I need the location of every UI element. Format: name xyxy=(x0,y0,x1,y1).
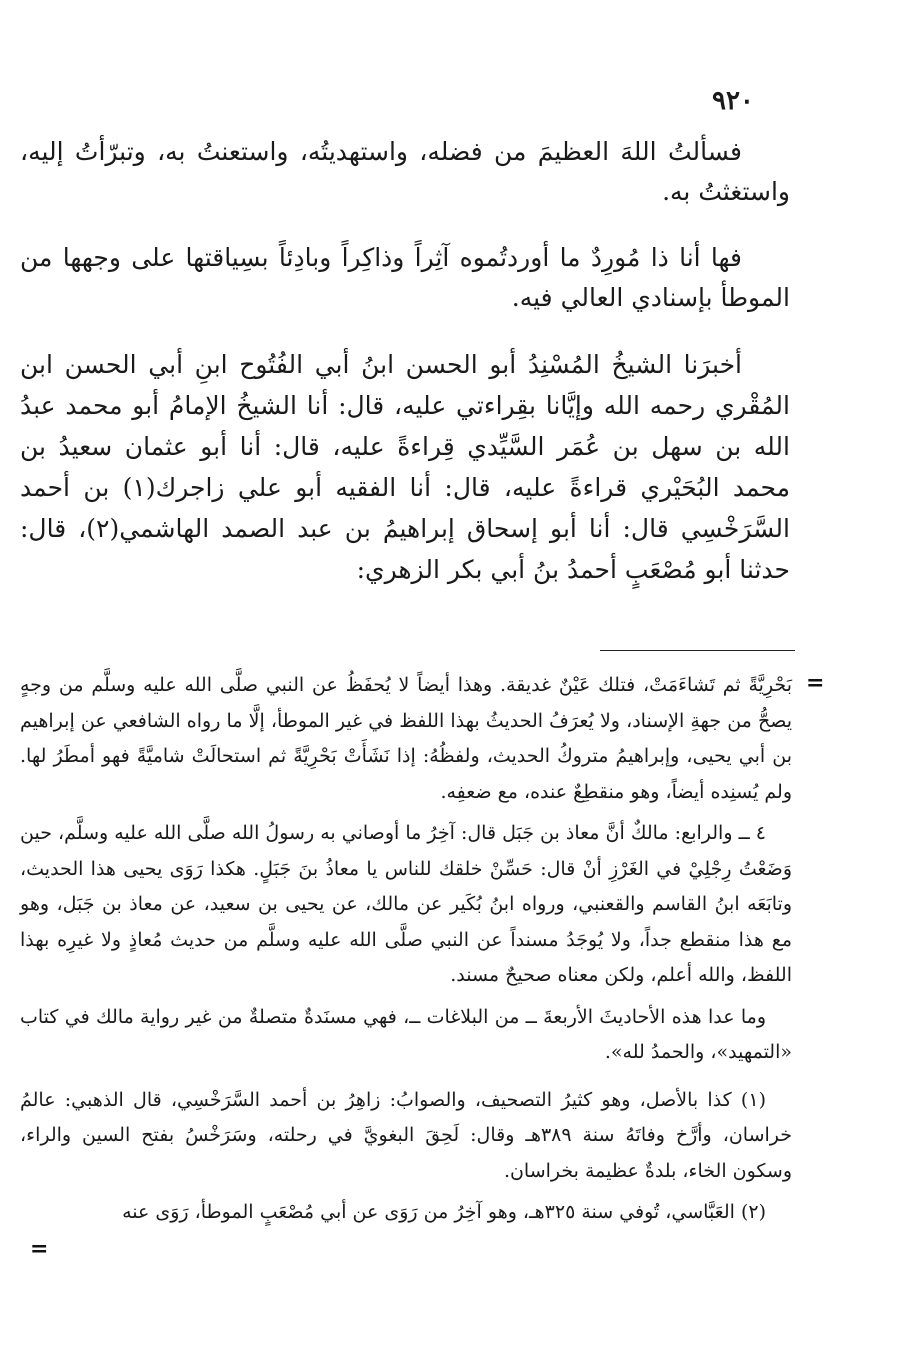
continuation-mark-top: = xyxy=(806,670,825,696)
main-text xyxy=(20,132,790,616)
paragraph-3: أخبرَنا الشيخُ المُسْنِدُ أبو الحسن ابنُ أبي الفُتُوح ابنِ أبي الحسن ابن المُقْري رحمه الله وإيَّانا بقِراءتي عليه، قال: أنا الشيخُ الإمامُ أبو محمد عبدُ الله بن سهل بن عُمَر السَّيِّدي قِراءةً عليه، قال: أنا أبو عثمان سعيدُ بن محمد البُحَيْري قراءةً عليه، قال: أنا الفقيه أبو علي زاجرك(١) بن أحمد السَّرَخْسِي قال: أنا أبو إسحاق إبراهيمُ بن عبد الصمد الهاشمي(٢)، قال: حدثنا أبو مُصْعَبٍ أحمدُ بنُ أبي بكر الزهري: xyxy=(20,350,790,584)
paragraph-1: فسألتُ اللهَ العظيمَ من فضله، واستهديتُه، واستعنتُ به، وتبرّأتُ إليه، واستغثتُ به. xyxy=(20,137,790,206)
paragraph-2: فها أنا ذا مُورِدٌ ما أوردتُموه آثِراً وذاكِراً وبادِئاً بسِياقتها على وجهها من الموطأ بإسنادي العالي فيه. xyxy=(20,243,790,312)
footnote-remainder: وما عدا هذه الأحاديثَ الأربعةَ ــ من البلاغات ــ، فهي مسنَدةٌ متصلةٌ من غير رواية مالك في كتاب «التمهيد»، والحمدُ لله». xyxy=(20,1005,792,1063)
footnote-separator xyxy=(600,650,795,651)
continuation-mark-bottom: = xyxy=(30,1236,49,1262)
footnote-continuation: بَحْرِيَّةً ثم تَشاءَمَتْ، فتلك عَيْنٌ غديقة. وهذا أيضاً لا يُحفَظُ عن النبي صلَّى الله عليه وسلَّم من وجهٍ يصحُّ من جهةِ الإسناد، ولا يُعرَفُ الحديثُ بهذا اللفظ في غير الموطأ، إلَّا ما رواه الشافعي عن إبراهيم بن أبي يحيى، وإبراهيمُ متروكُ الحديث، ولفظُهُ: إذا نَشَأَتْ بَحْرِيَّةً ثم استحالَتْ شاميَّةً فهو أمطَرُ لها. ولم يُسنِده أيضاً، وهو منقطِعٌ عنده، مع ضعفِه. xyxy=(20,674,792,803)
footnote-2: (٢) العَبَّاسي، تُوفي سنة ٣٢٥هـ، وهو آخِرُ من رَوَى عن أبي مُصْعَبٍ الموطأ، رَوَى عنه xyxy=(122,1201,766,1223)
page-number: ٩٢٠ xyxy=(712,86,754,116)
footnote-1: (١) كذا بالأصل، وهو كثيرُ التصحيف، والصوابُ: زاهِرُ بن أحمد السَّرَخْسِي، قال الذهبي: عالمُ خراسان، وأرَّخ وفاتَهُ سنة ٣٨٩هـ وقال: لَحِقَ البغويَّ في رحلته، وسَرَخْسُ بفتح السين والراء، وسكون الخاء، بلدةٌ عظيمة بخراسان. xyxy=(20,1088,792,1182)
footnotes xyxy=(20,668,792,1237)
footnote-fourth-hadith: ٤ ــ والرابع: مالكٌ أنَّ معاذ بن جَبَل قال: آخِرُ ما أوصاني به رسولُ الله صلَّى الله عليه وسلَّم، حين وَضَعْتُ رِجْلِيْ في الغَرْزِ أنْ قال: حَسِّنْ خلقك للناس يا معاذُ بنَ جَبَلٍ. هكذا رَوَى يحيى هذا الحديث، وتابَعَه ابنُ القاسم والقعنبي، ورواه ابنُ بُكَير عن مالك، عن يحيى بن سعيد، عن معاذ بن جَبَل، وهو مع هذا منقطع جداً، ولا يُوجَدُ مسنداً عن النبي صلَّى الله عليه وسلَّم من حديث مُعاذٍ ولا غيرِه بهذا اللفظ، والله أعلم، ولكن معناه صحيحٌ مسند. xyxy=(20,822,792,986)
